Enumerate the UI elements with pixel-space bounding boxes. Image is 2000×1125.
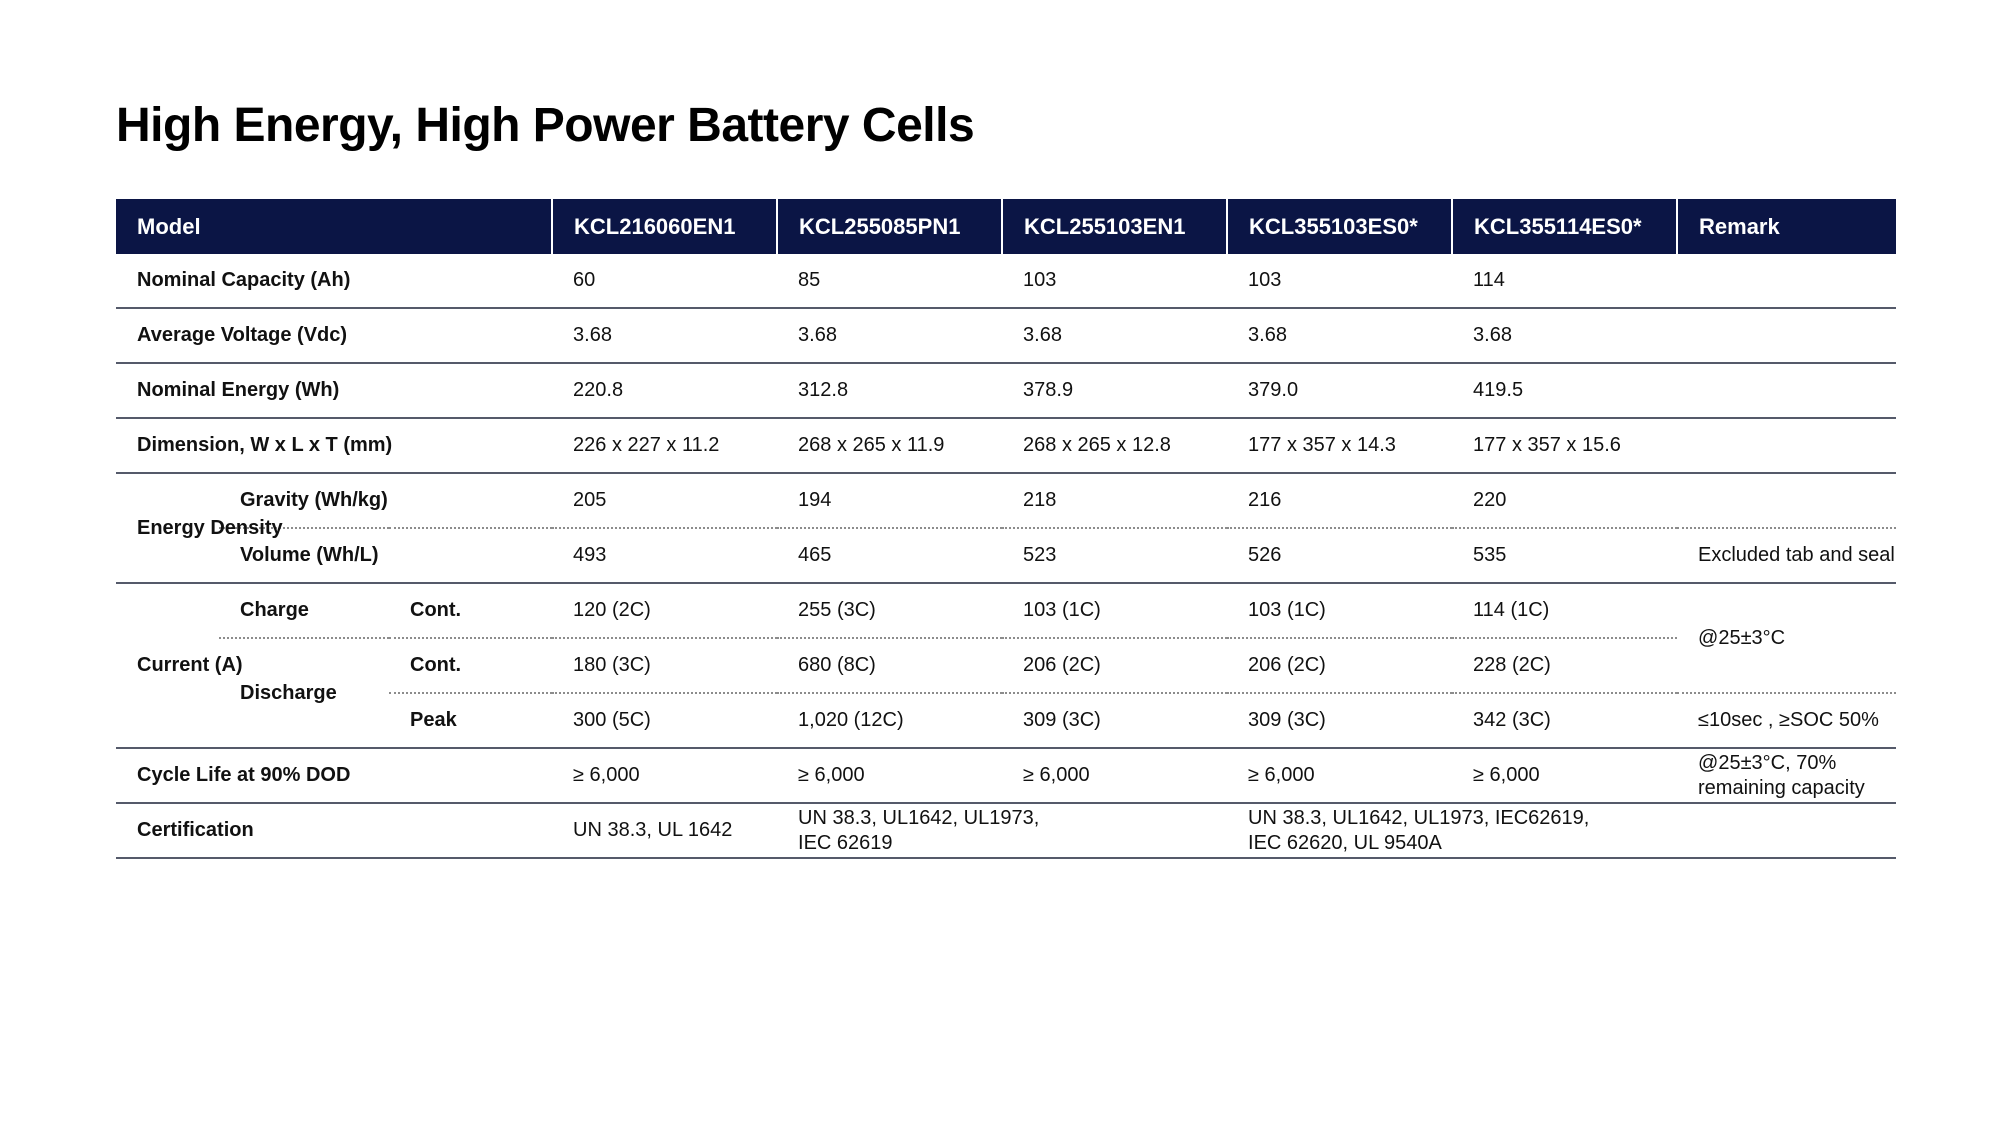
cell: 1,020 (12C) bbox=[777, 693, 1002, 748]
cell: 205 bbox=[552, 473, 777, 528]
cell-merged bbox=[1227, 803, 1677, 858]
cell: 218 bbox=[1002, 473, 1227, 528]
cell: 220 bbox=[1452, 473, 1677, 528]
remark-cell bbox=[1677, 254, 1896, 308]
cell: 103 bbox=[1002, 254, 1227, 308]
cell: 379.0 bbox=[1227, 363, 1452, 418]
cert-line: IEC 62619 bbox=[798, 831, 893, 854]
cell: 680 (8C) bbox=[777, 638, 1002, 693]
sub-label: Cont. bbox=[389, 583, 552, 638]
remark-cell bbox=[1677, 748, 1896, 803]
cell: 103 (1C) bbox=[1002, 583, 1227, 638]
cell: 255 (3C) bbox=[777, 583, 1002, 638]
row-label: Nominal Capacity (Ah) bbox=[116, 254, 552, 308]
cert-line: IEC 62620, UL 9540A bbox=[1248, 831, 1442, 854]
cert-line: UN 38.3, UL1642, UL1973, bbox=[798, 806, 1040, 829]
cell: 309 (3C) bbox=[1227, 693, 1452, 748]
header-model-4: KCL355103ES0* bbox=[1227, 199, 1452, 254]
remark-cell: @25±3°C bbox=[1677, 583, 1896, 693]
row-average-voltage bbox=[116, 308, 1896, 363]
remark-line: remaining capacity bbox=[1698, 776, 1865, 799]
sub-label: Cont. bbox=[389, 638, 552, 693]
row-current-discharge-cont bbox=[116, 638, 1896, 693]
header-model: Model bbox=[116, 199, 552, 254]
cell: 228 (2C) bbox=[1452, 638, 1677, 693]
row-dimension bbox=[116, 418, 1896, 473]
remark-cell bbox=[1677, 418, 1896, 473]
header-model-5: KCL355114ES0* bbox=[1452, 199, 1677, 254]
header-model-1: KCL216060EN1 bbox=[552, 199, 777, 254]
cell: ≥ 6,000 bbox=[1227, 748, 1452, 803]
cell: 180 (3C) bbox=[552, 638, 777, 693]
cell: 206 (2C) bbox=[1227, 638, 1452, 693]
cell: 177 x 357 x 15.6 bbox=[1452, 418, 1677, 473]
cell: 3.68 bbox=[1452, 308, 1677, 363]
subgroup-label-charge: Charge bbox=[219, 583, 389, 638]
cell: 526 bbox=[1227, 528, 1452, 583]
battery-spec-table bbox=[116, 199, 1896, 859]
cell: 3.68 bbox=[1002, 308, 1227, 363]
cell: 268 x 265 x 12.8 bbox=[1002, 418, 1227, 473]
remark-cell bbox=[1677, 308, 1896, 363]
cell: 177 x 357 x 14.3 bbox=[1227, 418, 1452, 473]
cell: 523 bbox=[1002, 528, 1227, 583]
subgroup-label-discharge: Discharge bbox=[219, 638, 389, 748]
cell: 103 bbox=[1227, 254, 1452, 308]
cell: 226 x 227 x 11.2 bbox=[552, 418, 777, 473]
page-title: High Energy, High Power Battery Cells bbox=[116, 99, 975, 152]
group-label-energy-density: Energy Density bbox=[116, 473, 219, 583]
row-current-charge bbox=[116, 583, 1896, 638]
cell: 216 bbox=[1227, 473, 1452, 528]
cell: UN 38.3, UL 1642 bbox=[552, 803, 777, 858]
cell: 114 (1C) bbox=[1452, 583, 1677, 638]
row-label: Average Voltage (Vdc) bbox=[116, 308, 552, 363]
row-nominal-capacity bbox=[116, 254, 1896, 308]
row-energy-density-gravity bbox=[116, 473, 1896, 528]
header-row bbox=[116, 199, 1896, 254]
sub-label: Peak bbox=[389, 693, 552, 748]
cert-line: UN 38.3, UL1642, UL1973, IEC62619, bbox=[1248, 806, 1590, 829]
cell: 535 bbox=[1452, 528, 1677, 583]
row-energy-density-volume bbox=[116, 528, 1896, 583]
remark-cell bbox=[1677, 363, 1896, 418]
cell-merged bbox=[777, 803, 1227, 858]
remark-line: @25±3°C, 70% bbox=[1698, 751, 1837, 774]
cell: ≥ 6,000 bbox=[777, 748, 1002, 803]
header-model-2: KCL255085PN1 bbox=[777, 199, 1002, 254]
cell: 206 (2C) bbox=[1002, 638, 1227, 693]
row-label: Certification bbox=[116, 803, 552, 858]
cell: 60 bbox=[552, 254, 777, 308]
cell: 312.8 bbox=[777, 363, 1002, 418]
row-label: Gravity (Wh/kg) bbox=[219, 473, 552, 528]
header-model-3: KCL255103EN1 bbox=[1002, 199, 1227, 254]
cell: ≥ 6,000 bbox=[1452, 748, 1677, 803]
cell: 493 bbox=[552, 528, 777, 583]
row-cycle-life bbox=[116, 748, 1896, 803]
cell: 220.8 bbox=[552, 363, 777, 418]
row-nominal-energy bbox=[116, 363, 1896, 418]
row-label: Cycle Life at 90% DOD bbox=[116, 748, 552, 803]
remark-cell bbox=[1677, 473, 1896, 528]
cell: 194 bbox=[777, 473, 1002, 528]
cell: 419.5 bbox=[1452, 363, 1677, 418]
cell: 120 (2C) bbox=[552, 583, 777, 638]
cell: 3.68 bbox=[1227, 308, 1452, 363]
remark-cell: ≤10sec , ≥SOC 50% bbox=[1677, 693, 1896, 748]
remark-cell: Excluded tab and seal bbox=[1677, 528, 1896, 583]
cell: 85 bbox=[777, 254, 1002, 308]
row-label: Nominal Energy (Wh) bbox=[116, 363, 552, 418]
cell: 268 x 265 x 11.9 bbox=[777, 418, 1002, 473]
cell: ≥ 6,000 bbox=[1002, 748, 1227, 803]
cell: 309 (3C) bbox=[1002, 693, 1227, 748]
cell: 114 bbox=[1452, 254, 1677, 308]
row-label: Dimension, W x L x T (mm) bbox=[116, 418, 552, 473]
header-remark: Remark bbox=[1677, 199, 1896, 254]
cell: 103 (1C) bbox=[1227, 583, 1452, 638]
cell: 3.68 bbox=[777, 308, 1002, 363]
cell: 300 (5C) bbox=[552, 693, 777, 748]
cell: 378.9 bbox=[1002, 363, 1227, 418]
cell: 342 (3C) bbox=[1452, 693, 1677, 748]
group-label-current: Current (A) bbox=[116, 583, 219, 748]
remark-cell bbox=[1677, 803, 1896, 858]
cell: 465 bbox=[777, 528, 1002, 583]
row-label: Volume (Wh/L) bbox=[219, 528, 552, 583]
cell: 3.68 bbox=[552, 308, 777, 363]
cell: ≥ 6,000 bbox=[552, 748, 777, 803]
row-certification bbox=[116, 803, 1896, 858]
